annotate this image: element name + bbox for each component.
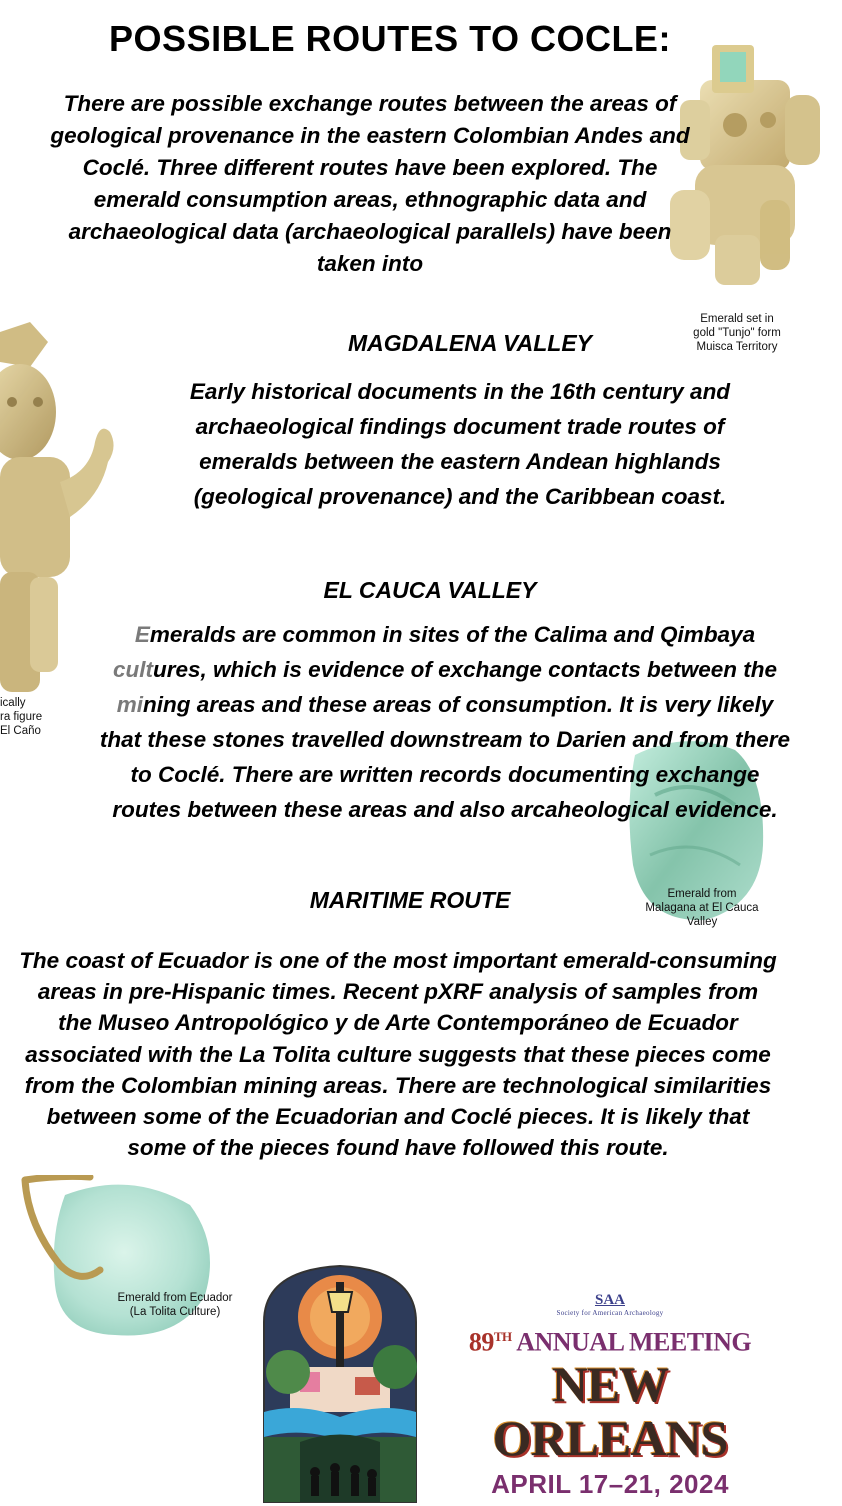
new-orleans-wordmark: NEW ORLEANS [492,1355,728,1466]
cauca-line-3-faded: mi [116,692,144,717]
page-title: POSSIBLE ROUTES TO COCLE: [109,18,671,59]
el-cano-caption-line-3: El Caño [0,725,41,737]
meeting-label: ANNUAL MEETING [516,1327,752,1357]
malagana-caption-line-3: Valley [686,916,718,928]
el-cano-caption [0,696,50,738]
el-cano-caption-line-1: ically [0,697,26,709]
cauca-line-1-text: meralds are common in sites of the Calima and Qimbaya [149,622,756,647]
new-orleans-poster-image [260,1262,420,1505]
malagana-caption-line-2: Malagana at El Cauca [645,902,759,914]
maritime-heading: MARITIME ROUTE [309,887,511,913]
magdalena-paragraph: Early historical documents in the 16th century and archaeological findings document trade routes of emeralds between the eastern Andean highlands (geological provenance) and the Caribbean coast. [189,379,731,509]
cauca-paragraph [50,617,840,827]
maritime-paragraph: The coast of Ecuador is one of the most important emerald-consuming areas in pre-Hispanic times. Recent pXRF analysis of samples from the Museo Antropológico y de Arte Contemporáneo de Ecuador associated with the La Tolita culture suggests that these pieces come from the Colombian mining areas. There are technological similarities between some of the Ecuadorian and Coclé pieces. It is likely that some of the pieces found have followed this route. [19,948,777,1161]
malagana-caption [632,887,772,929]
saa-full-name: Society for American Archaeology [556,1309,664,1317]
cauca-line-2-faded: cult [113,657,154,682]
cauca-heading: EL CAUCA VALLEY [323,577,537,603]
ecuador-caption-line-2: (La Tolita Culture) [129,1306,221,1318]
ecuador-caption [100,1291,250,1319]
tunjo-caption-line-1: Emerald set in [700,313,774,325]
cauca-line-5: to Coclé. There are written records documenting exchange [130,762,760,787]
cauca-line-2-text: ures, which is evidence of exchange contacts between the [153,657,777,682]
cauca-line-1 [50,617,840,652]
saa-abbreviation: SAA [594,1292,625,1308]
ecuador-caption-line-1: Emerald from Ecuador [117,1292,233,1304]
magdalena-heading: MAGDALENA VALLEY [347,330,593,356]
tunjo-caption-line-2: gold "Tunjo" form [693,327,781,339]
el-cano-caption-line-2: ra figure [0,711,43,723]
intro-paragraph: There are possible exchange routes between the areas of geological provenance in the eastern Colombian Andes and Coclé. Three different routes have been explored. The emerald consumption areas, ethnographic data and archaeological data (archaeological parallels) have been taken into [50,91,690,276]
cauca-line-6: routes between these areas and also arcaheological evidence. [112,797,778,822]
cauca-line-3 [50,687,840,722]
cauca-line-3-text: ning areas and these areas of consumption. It is very likely [143,692,774,717]
cauca-line-4: that these stones travelled downstream to Darien and from there [99,727,791,752]
malagana-caption-line-1: Emerald from [667,888,737,900]
saa-meeting-logo [460,1292,760,1499]
cauca-line-1-faded: E [134,622,150,647]
tunjo-caption-line-3: Muisca Territory [696,341,778,353]
meeting-ordinal: TH [493,1329,512,1344]
cauca-line-2 [50,652,840,687]
annual-meeting-line [460,1323,760,1357]
meeting-dates: APRIL 17–21, 2024 [491,1468,729,1499]
meeting-number: 89 [468,1327,494,1357]
tunjo-caption [672,312,802,354]
